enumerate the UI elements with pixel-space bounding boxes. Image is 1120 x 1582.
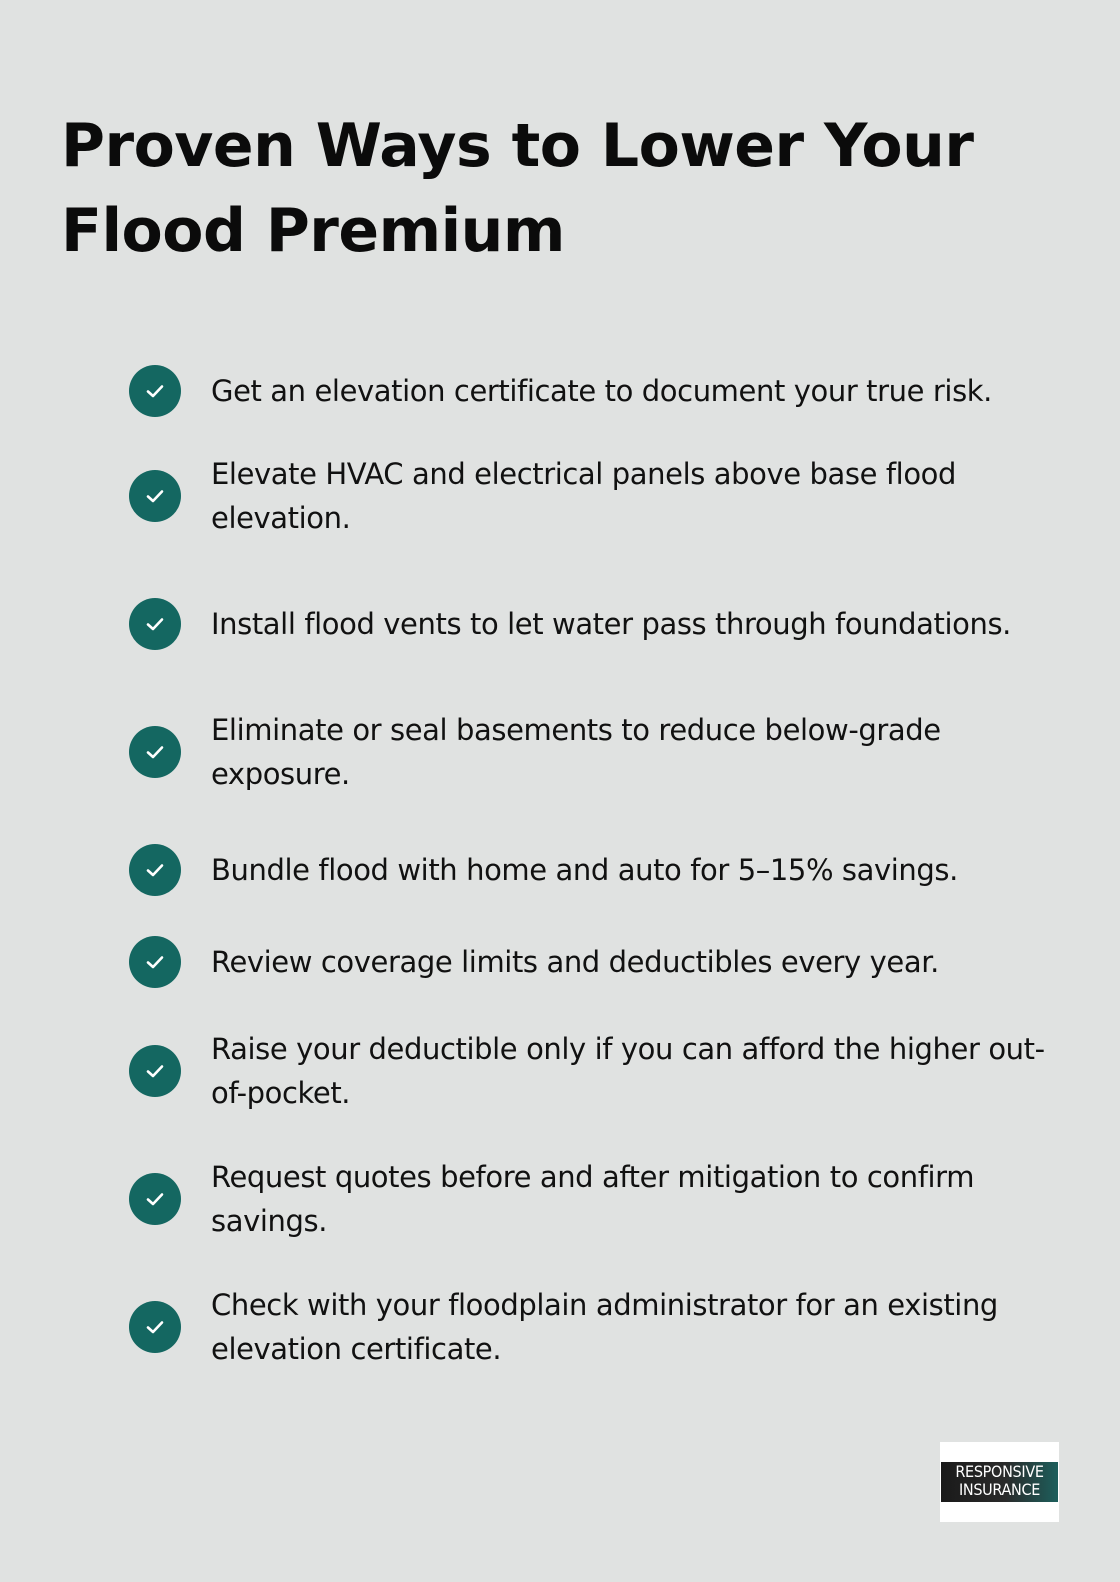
check-icon — [129, 598, 181, 650]
list-item — [129, 844, 1059, 896]
list-item — [129, 452, 1059, 540]
list-item — [129, 708, 1059, 796]
check-icon — [129, 365, 181, 417]
list-item — [129, 365, 1059, 417]
list-item-text: Bundle flood with home and auto for 5–15% savings. — [211, 853, 958, 887]
list-item-text: Request quotes before and after mitigation to confirm savings. — [211, 1160, 975, 1238]
check-icon — [129, 1173, 181, 1225]
list-item — [129, 1283, 1059, 1371]
check-icon — [129, 1045, 181, 1097]
list-item — [129, 1155, 1059, 1243]
list-item-text: Elevate HVAC and electrical panels above base flood elevation. — [211, 457, 957, 535]
logo-text-bottom: INSURANCE — [958, 1480, 1041, 1499]
list-item — [129, 580, 1059, 668]
list-item-text: Eliminate or seal basements to reduce below-grade exposure. — [211, 713, 941, 791]
list-item — [129, 936, 1059, 988]
list-item-text: Check with your floodplain administrator for an existing elevation certificate. — [211, 1288, 998, 1366]
list-item-text: Install flood vents to let water pass through foundations. — [211, 607, 1011, 641]
logo-text-top: RESPONSIVE — [955, 1462, 1044, 1481]
check-icon — [129, 1301, 181, 1353]
list-item-text: Get an elevation certificate to document your true risk. — [211, 374, 992, 408]
check-icon — [129, 936, 181, 988]
list-item — [129, 1027, 1059, 1115]
check-icon — [129, 470, 181, 522]
list-item-text: Review coverage limits and deductibles every year. — [211, 945, 939, 979]
page-title: Proven Ways to Lower Your Flood Premium — [61, 111, 974, 266]
check-icon — [129, 726, 181, 778]
brand-logo — [940, 1442, 1059, 1522]
check-icon — [129, 844, 181, 896]
list-item-text: Raise your deductible only if you can afford the higher out-of-pocket. — [211, 1032, 1045, 1110]
